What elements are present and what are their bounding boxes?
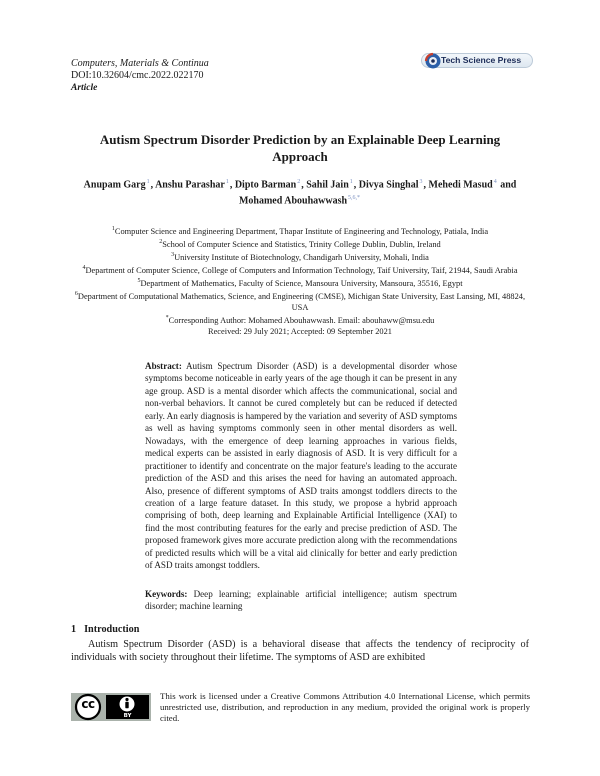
affiliation xyxy=(66,237,534,250)
publisher-name: Tech Science Press xyxy=(441,55,522,65)
affiliation-text: Department of Mathematics, Faculty of Science, Mansoura University, Mansoura, 35516, Egypt xyxy=(140,278,463,288)
author-name: Mehedi Masud xyxy=(428,179,493,191)
corresponding-author xyxy=(66,313,534,326)
affiliation-number: 3 xyxy=(171,252,175,258)
affiliation-mark[interactable]: 4 xyxy=(493,179,497,185)
affiliation-number: 4 xyxy=(82,265,86,271)
cc-badge-text: cc xyxy=(81,697,95,711)
corresponding-mark: * xyxy=(165,315,169,322)
affiliation-text: Computer Science and Engineering Department, Thapar Institute of Engineering and Technology, Patiala, India xyxy=(114,226,489,236)
author-name: Mohamed Abouhawwash xyxy=(238,195,348,207)
affiliation-number: 5 xyxy=(137,278,141,284)
cc-by-license-badge[interactable] xyxy=(71,693,151,721)
abstract xyxy=(145,360,457,572)
affiliation-text: School of Computer Science and Statistics, Trinity College Dublin, Dublin, Ireland xyxy=(162,239,441,249)
affiliations xyxy=(66,224,534,337)
license-notice: This work is licensed under a Creative Commons Attribution 4.0 International License, which permits unrestricted use, distribution, and reproduction in any medium, provided the original work is properly cited. xyxy=(160,691,530,724)
author-name: Sahil Jain xyxy=(306,179,349,191)
tech-science-press-logo-icon xyxy=(423,51,443,71)
received-dates: Received: 29 July 2021; Accepted: 09 September 2021 xyxy=(208,327,392,337)
affiliation-number: 2 xyxy=(159,239,163,245)
section-title: Introduction xyxy=(84,624,140,635)
affiliation xyxy=(66,224,534,237)
publisher-logo[interactable] xyxy=(421,53,533,68)
paper-title: Autism Spectrum Disorder Prediction by an Explainable Deep Learning Approach xyxy=(99,132,501,164)
author-name: Dipto Barman xyxy=(234,179,297,191)
keywords-text: Deep learning; explainable artificial intelligence; autism spectrum disorder; machine learning xyxy=(145,589,457,612)
affiliation-number: 1 xyxy=(111,226,115,232)
affiliation-text: Department of Computational Mathematics, Science, and Engineering (CMSE), Michigan State University, East Lansing, MI, 48824, USA xyxy=(77,291,526,312)
affiliation xyxy=(66,289,534,313)
abstract-text: Autism Spectrum Disorder (ASD) is a developmental disorder whose symptoms become noticeable in early years of the age though it can be present in any age group. ASD is a mental disorder which affects the communicational, social and non-verbal behaviors. It cannot be cured completely but can be reduced if detected early. An early diagnosis is hampered by the variation and severity of ASD symptoms as well as having symptoms commonly seen in other mental disorders as well. Nowadays, with the emergence of deep learning approaches in various fields, medical experts can be assisted in early diagnosis of ASD. It is very difficult for a practitioner to identify and concentrate on the major feature's leading to the accurate prediction of the ASD and this arises the need for having an automated approach. Also, presence of different symptoms of ASD traits amongst toddlers directs to the creation of a large feature dataset. In this study, we propose a hybrid approach comprising of both, deep learning and Explainable Artificial Intelligence (XAI) to find the most contributing features for the early and precise prediction of ASD. The proposed framework gives more accurate prediction along with the recommendations of predicted results which will be a vital aid clinically for better and early prediction of ASD traits amongst toddlers. xyxy=(145,361,457,571)
introduction-text: Autism Spectrum Disorder (ASD) is a behavioral disease that affects the tendency of reciprocity of individuals with society throughout their lifetime. The symptoms of ASD are exhibited xyxy=(71,639,529,664)
section-number: 1 xyxy=(71,624,77,635)
affiliation-text: Department of Computer Science, College of Computers and Information Technology, Taif University, Taif, 21944, Saudi Arabia xyxy=(85,265,518,275)
abstract-label: Abstract: xyxy=(145,361,182,371)
keywords-label: Keywords: xyxy=(145,589,188,599)
author-conjunction: and xyxy=(500,179,517,191)
by-badge-text: BY xyxy=(123,713,132,719)
journal-name: Computers, Materials & Continua xyxy=(71,58,209,69)
doi[interactable]: DOI:10.32604/cmc.2022.022170 xyxy=(71,70,204,81)
keywords xyxy=(145,588,457,613)
affiliation-mark[interactable]: 3 xyxy=(419,179,423,185)
affiliation-mark[interactable]: 5,6,* xyxy=(348,194,361,201)
author-name: Anupam Garg xyxy=(83,179,146,191)
section-heading xyxy=(71,624,139,635)
affiliation xyxy=(66,263,534,276)
article-type: Article xyxy=(71,83,98,93)
author-name: Divya Singhal xyxy=(358,179,419,191)
affiliation-mark[interactable]: 2 xyxy=(297,179,301,185)
affiliation xyxy=(66,250,534,263)
affiliation-mark[interactable]: 1 xyxy=(146,179,150,185)
affiliation-text: University Institute of Biotechnology, Chandigarh University, Mohali, India xyxy=(174,252,429,262)
affiliation-number: 6 xyxy=(74,291,78,297)
corresponding-text[interactable]: Corresponding Author: Mohamed Abouhawwash. Email: abouhaww@msu.edu xyxy=(168,316,435,325)
affiliation-mark[interactable]: 1 xyxy=(225,179,229,185)
affiliation-mark[interactable]: 1 xyxy=(349,179,353,185)
author-name: Anshu Parashar xyxy=(155,179,225,191)
author-list: Anupam Garg$^1$, Anshu Parashar$^1$, Dipto Barman$^2$, Sahil Jain$^1$, Divya Singhal$^3$, Mehedi Masud$^4$ and Mohamed Abouhawwash$^{5,6,*}$ xyxy=(83,179,517,207)
affiliation xyxy=(66,276,534,289)
